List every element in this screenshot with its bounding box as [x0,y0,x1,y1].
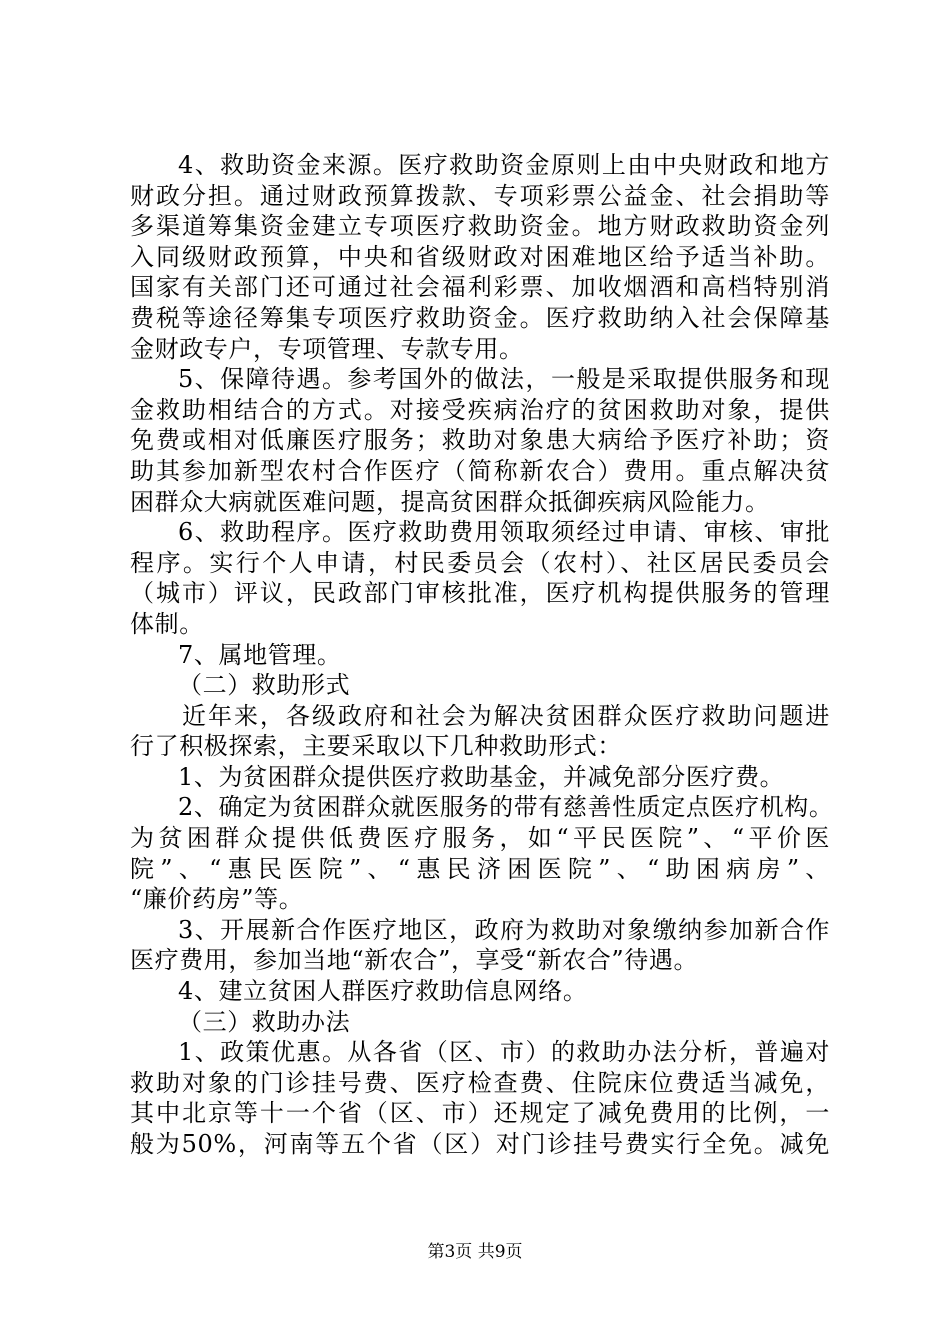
paragraph-line: 2、确定为贫困群众就医服务的带有慈善性质定点医疗机构。 [178,793,834,822]
paragraph-line: 助其参加新型农村合作医疗（简称新农合）费用。重点解决贫 [130,456,830,485]
paragraph-line: 1、为贫困群众提供医疗救助基金，并减免部分医疗费。 [178,762,785,791]
paragraph-line: 程序。实行个人申请，村民委员会（农村）、社区居民委员会 [130,548,830,577]
paragraph-line: 4、建立贫困人群医疗救助信息网络。 [178,977,588,1006]
paragraph-line: 多渠道筹集资金建立专项医疗救助资金。地方财政救助资金列 [130,212,830,241]
paragraph-line: 3、开展新合作医疗地区，政府为救助对象缴纳参加新合作 [178,915,830,944]
paragraph-line: 费税等途径筹集专项医疗救助资金。医疗救助纳入社会保障基 [130,303,830,332]
paragraph-line: 院”、“惠民医院”、“惠民济困医院”、“助困病房”、 [130,854,830,883]
paragraph-line: 行了积极探索，主要采取以下几种救助形式： [130,732,622,761]
paragraph-line: 金财政专户，专项管理、专款专用。 [130,334,524,363]
paragraph-line: 财政分担。通过财政预算拨款、专项彩票公益金、社会捐助等 [130,181,830,210]
paragraph-line: 困群众大病就医难问题，提高贫困群众抵御疾病风险能力。 [130,487,770,516]
paragraph-line: 5、保障待遇。参考国外的做法，一般是采取提供服务和现 [178,365,830,394]
paragraph-line: 金救助相结合的方式。对接受疾病治疗的贫困救助对象，提供 [130,395,830,424]
paragraph-line: 救助对象的门诊挂号费、医疗检查费、住院床位费适当减免， [130,1068,830,1097]
page-number-footer: 第3页 共9页 [427,1242,523,1262]
paragraph-line: 6、救助程序。医疗救助费用领取须经过申请、审核、审批 [178,518,830,547]
paragraph-line: 体制。 [130,609,204,638]
paragraph-line: 1、政策优惠。从各省（区、市）的救助办法分析，普遍对 [178,1038,830,1067]
body-text [130,150,834,1160]
paragraph-line: （城市）评议，民政部门审核批准，医疗机构提供服务的管理 [130,579,830,608]
paragraph-line: 其中北京等十一个省（区、市）还规定了减免费用的比例，一 [130,1099,830,1128]
paragraph-line: 为贫困群众提供低费医疗服务，如“平民医院”、“平价医 [130,824,830,853]
paragraph-line: 国家有关部门还可通过社会福利彩票、加收烟酒和高档特别消 [130,273,830,302]
paragraph-line: 医疗费用，参加当地“新农合”，享受“新农合”待遇。 [130,946,699,975]
section-heading: （三）救助办法 [178,1007,351,1036]
paragraph-line: 7、属地管理。 [178,640,342,669]
paragraph-line: 入同级财政预算，中央和省级财政对困难地区给予适当补助。 [130,242,830,271]
paragraph-line: 般为50%，河南等五个省（区）对门诊挂号费实行全免。减免 [130,1130,830,1158]
section-heading: （二）救助形式 [178,671,351,700]
paragraph-line: 4、救助资金来源。医疗救助资金原则上由中央财政和地方 [178,151,830,179]
paragraph-line: “廉价药房”等。 [130,885,304,914]
paragraph-line: 近年来，各级政府和社会为解决贫困群众医疗救助问题进 [182,701,830,730]
paragraph-line: 免费或相对低廉医疗服务；救助对象患大病给予医疗补助；资 [130,426,830,455]
